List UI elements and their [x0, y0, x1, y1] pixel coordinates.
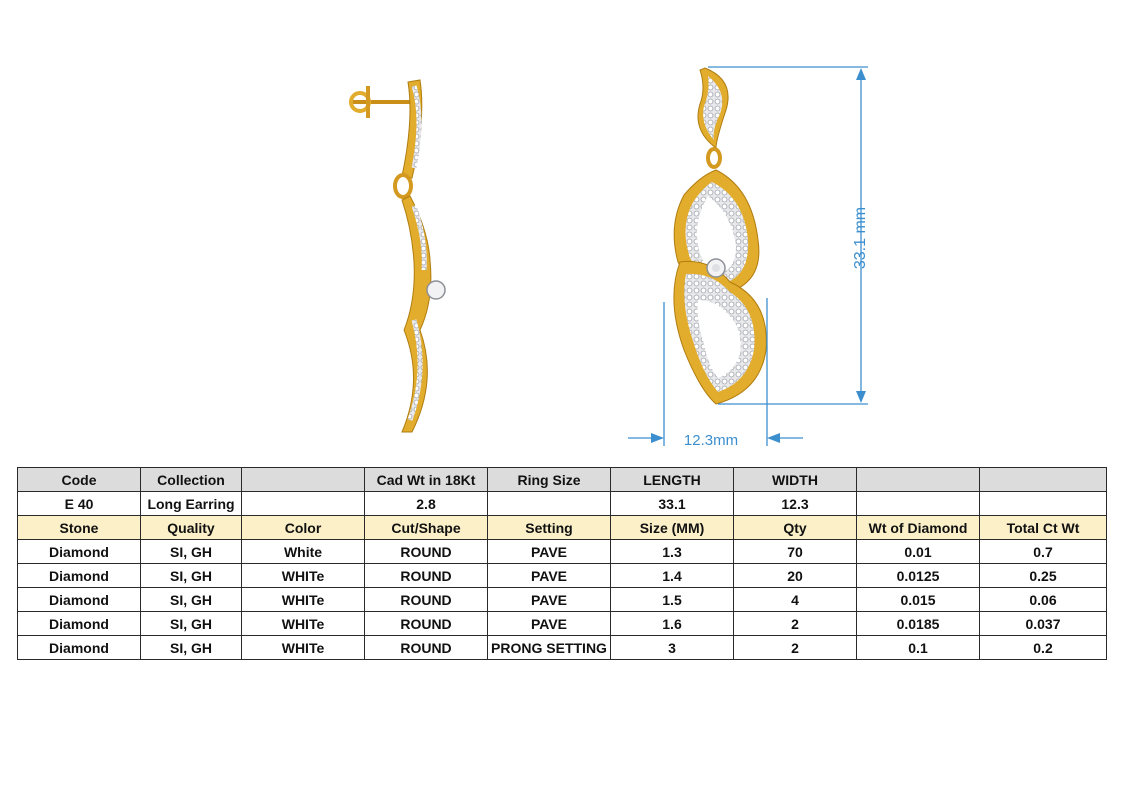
table-cell: 0.015	[857, 588, 980, 612]
table-cell: PAVE	[488, 612, 611, 636]
table-cell: 2	[734, 612, 857, 636]
earring-front-view	[674, 68, 766, 404]
table-cell: Size (MM)	[611, 516, 734, 540]
table-cell: 0.01	[857, 540, 980, 564]
spec-header-row	[18, 468, 1107, 492]
table-cell: 0.2	[980, 636, 1107, 660]
table-cell: 1.3	[611, 540, 734, 564]
table-cell: 2	[734, 636, 857, 660]
table-cell: Total Ct Wt	[980, 516, 1107, 540]
stone-row	[18, 636, 1107, 660]
table-cell: WHITe	[242, 564, 365, 588]
table-cell: 0.06	[980, 588, 1107, 612]
table-cell: 1.5	[611, 588, 734, 612]
spec-value-row	[18, 492, 1107, 516]
table-cell: 0.0185	[857, 612, 980, 636]
table-cell: WHITe	[242, 636, 365, 660]
table-cell: Diamond	[18, 636, 141, 660]
table-cell: 3	[611, 636, 734, 660]
width-label: 12.3mm	[683, 432, 739, 449]
table-cell: SI, GH	[141, 612, 242, 636]
table-cell: PAVE	[488, 564, 611, 588]
table-cell: SI, GH	[141, 540, 242, 564]
table-cell: 1.6	[611, 612, 734, 636]
table-cell: 0.1	[857, 636, 980, 660]
table-cell: Long Earring	[141, 492, 242, 516]
table-cell: ROUND	[365, 588, 488, 612]
table-cell: 12.3	[734, 492, 857, 516]
table-cell: 20	[734, 564, 857, 588]
table-cell: PRONG SETTING	[488, 636, 611, 660]
table-cell: 0.037	[980, 612, 1107, 636]
table-cell: Color	[242, 516, 365, 540]
table-cell: LENGTH	[611, 468, 734, 492]
table-cell: ROUND	[365, 564, 488, 588]
table-cell: Diamond	[18, 540, 141, 564]
table-cell: WHITe	[242, 588, 365, 612]
table-cell: Code	[18, 468, 141, 492]
table-cell: PAVE	[488, 588, 611, 612]
table-cell: Ring Size	[488, 468, 611, 492]
table-cell	[980, 468, 1107, 492]
table-cell: Qty	[734, 516, 857, 540]
table-cell: Diamond	[18, 564, 141, 588]
table-cell: WIDTH	[734, 468, 857, 492]
table-cell: 1.4	[611, 564, 734, 588]
table-cell: 33.1	[611, 492, 734, 516]
earring-side-view	[351, 80, 445, 432]
table-cell	[857, 492, 980, 516]
stone-row	[18, 564, 1107, 588]
stone-header-row	[18, 516, 1107, 540]
table-cell: SI, GH	[141, 636, 242, 660]
height-label: 33.1 mm	[852, 206, 869, 270]
table-cell: Cut/Shape	[365, 516, 488, 540]
table-cell: Wt of Diamond	[857, 516, 980, 540]
table-cell: SI, GH	[141, 564, 242, 588]
table-cell: 70	[734, 540, 857, 564]
table-cell: Diamond	[18, 612, 141, 636]
table-cell: ROUND	[365, 636, 488, 660]
table-cell: Collection	[141, 468, 242, 492]
table-cell: Diamond	[18, 588, 141, 612]
table-cell	[242, 492, 365, 516]
table-cell	[242, 468, 365, 492]
table-cell	[488, 492, 611, 516]
table-cell: 4	[734, 588, 857, 612]
stone-row	[18, 588, 1107, 612]
table-cell: 0.0125	[857, 564, 980, 588]
table-cell: White	[242, 540, 365, 564]
table-cell: Cad Wt in 18Kt	[365, 468, 488, 492]
spec-table	[17, 467, 1107, 660]
table-cell: ROUND	[365, 540, 488, 564]
table-cell: 2.8	[365, 492, 488, 516]
table-cell: Setting	[488, 516, 611, 540]
table-cell: ROUND	[365, 612, 488, 636]
table-cell: PAVE	[488, 540, 611, 564]
table-cell: Quality	[141, 516, 242, 540]
table-cell: Stone	[18, 516, 141, 540]
table-cell: 0.7	[980, 540, 1107, 564]
table-cell: 0.25	[980, 564, 1107, 588]
table-cell: WHITe	[242, 612, 365, 636]
table-cell: E 40	[18, 492, 141, 516]
table-cell: SI, GH	[141, 588, 242, 612]
table-cell	[857, 468, 980, 492]
stone-row	[18, 540, 1107, 564]
table-cell	[980, 492, 1107, 516]
stone-row	[18, 612, 1107, 636]
